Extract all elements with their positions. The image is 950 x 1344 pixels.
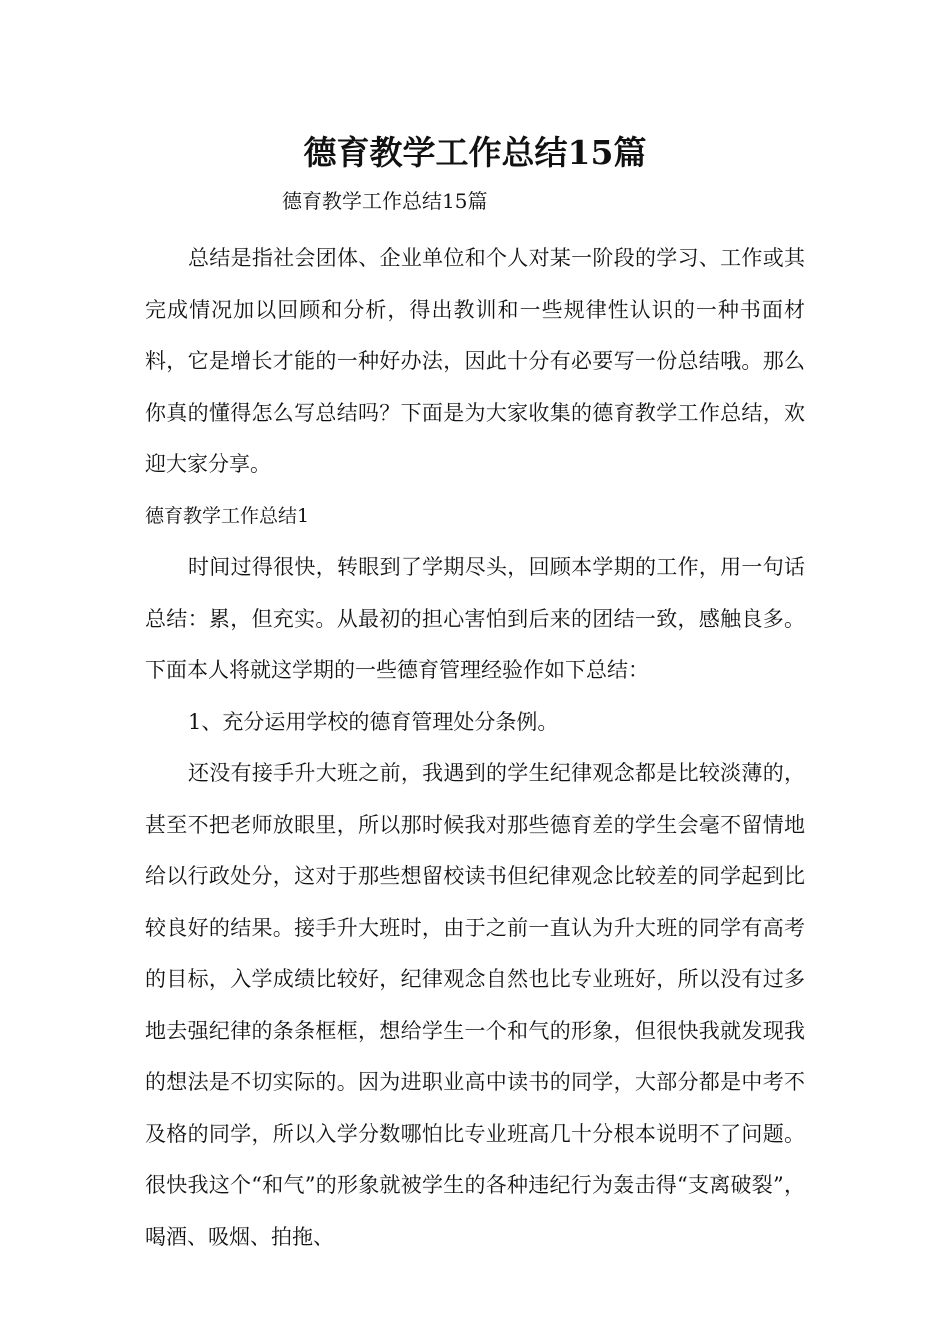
section-point: 1、充分运用学校的德育管理处分条例。	[188, 709, 559, 734]
intro-paragraph: 总结是指社会团体、企业单位和个人对某一阶段的学习、工作或其完成情况加以回顾和分析，得出教训和一些规律性认识的一种书面材料，它是增长才能的一种好办法，因此十分有必要写一份总结哦。那么你真的懂得怎么写总结吗？下面是为大家收集的德育教学工作总结，欢迎大家分享。	[145, 246, 805, 476]
section-paragraph: 时间过得很快，转眼到了学期尽头，回顾本学期的工作，用一句话总结：累，但充实。从最初的担心害怕到后来的团结一致，感触良多。下面本人将就这学期的一些德育管理经验作如下总结：	[145, 555, 805, 682]
section-paragraph: 还没有接手升大班之前，我遇到的学生纪律观念都是比较淡薄的，甚至不把老师放眼里，所以那时候我对那些德育差的学生会毫不留情地给以行政处分，这对于那些想留校读书但纪律观念比较差的同学起到比较良好的结果。接手升大班时，由于之前一直认为升大班的同学有高考的目标，入学成绩比较好，纪律观念自然也比专业班好，所以没有过多地去强纪律的条条框框，想给学生一个和气的形象，但很快我就发现我的想法是不切实际的。因为进职业高中读书的同学，大部分都是中考不及格的同学，所以入学分数哪怕比专业班高几十分根本说明不了问题。很快我这个“和气”的形象就被学生的各种违纪行为轰击得“支离破裂”，喝酒、吸烟、拍拖、	[145, 761, 805, 1249]
document-subtitle: 德育教学工作总结15篇	[282, 189, 488, 213]
section-heading: 德育教学工作总结1	[145, 504, 310, 527]
document-title: 德育教学工作总结15篇	[303, 133, 647, 172]
document-body	[145, 233, 805, 1263]
